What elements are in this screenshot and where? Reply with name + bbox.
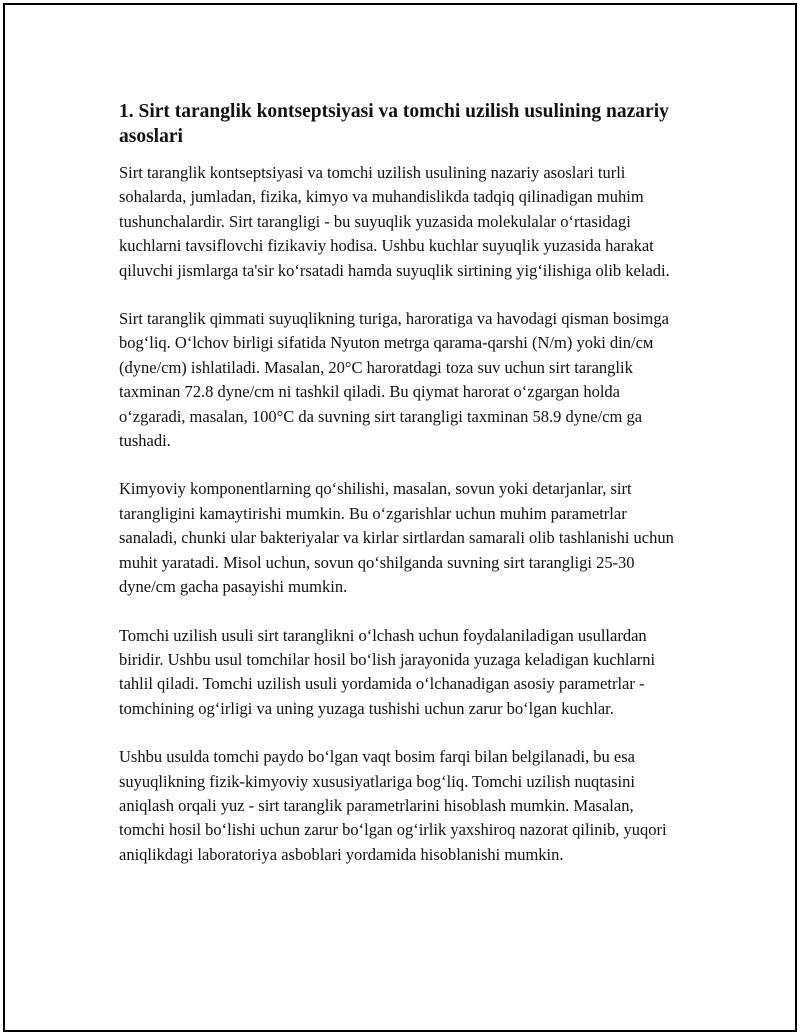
document-body (119, 99, 679, 891)
paragraph-5: Ushbu usulda tomchi paydo bo‘lgan vaqt bosim farqi bilan belgilanadi, bu esa suyuqlikning fizik-kimyoviy xususiyatlariga bog‘liq. Tomchi uzilish nuqtasini aniqlash orqali yuz - sirt taranglik parametrlarini hisoblash mumkin. Masalan, tomchi hosil bo‘lishi uchun zarur bo‘lgan og‘irlik yaxshiroq nazorat qilinib, yuqori aniqlikdagi laboratoriya asboblari yordamida hisoblanishi mumkin. (119, 747, 667, 864)
paragraph-2: Sirt taranglik qimmati suyuqlikning turiga, haroratiga va havodagi qisman bosimga bog‘liq. O‘lchov birligi sifatida Nyuton metrga qarama-qarshi (N/m) yoki din/см (dyne/cm) ishlatiladi. Masalan, 20°C haroratdagi toza suv uchun sirt taranglik taxminan 72.8 dyne/cm ni tashkil qiladi. Bu qiymat harorat o‘zgargan holda o‘zgaradi, masalan, 100°C da suvning sirt tarangligi taxminan 58.9 dyne/cm ga tushadi. (119, 309, 669, 451)
document-page (3, 3, 797, 1032)
paragraph-4: Tomchi uzilish usuli sirt taranglikni o‘lchash uchun foydalaniladigan usullardan biridir. Ushbu usul tomchilar hosil bo‘lish jarayonida yuzaga keladigan kuchlarni tahlil qiladi. Tomchi uzilish usuli yordamida o‘lchanadigan asosiy parametrlar - tomchining og‘irligi va uning yuzaga tushishi uchun zarur bo‘lgan kuchlar. (119, 625, 656, 718)
section-heading: 1. Sirt taranglik kontseptsiyasi va tomchi uzilish usulining nazariy asoslari (119, 101, 669, 147)
paragraph-3: Kimyoviy komponentlarning qo‘shilishi, masalan, sovun yoki detarjanlar, sirt tarangligini kamaytirishi mumkin. Bu o‘zgarishlar uchun muhim parametrlar sanaladi, chunki ular bakteriyalar va kirlar sirtlardan samarali olib tashlanishi uchun muhit yaratadi. Misol uchun, sovun qo‘shilganda suvning sirt tarangligi 25-30 dyne/cm gacha pasayishi mumkin. (119, 479, 674, 597)
paragraph-1: Sirt taranglik kontseptsiyasi va tomchi uzilish usulining nazariy asoslari turli sohalarda, jumladan, fizika, kimyo va muhandislikda tadqiq qilinadigan muhim tushunchalardir. Sirt tarangligi - bu suyuqlik yuzasida molekulalar o‘rtasidagi kuchlarni tavsiflovchi fizikaviy hodisa. Ushbu kuchlar suyuqlik yuzasida harakat qiluvchi jismlarga ta'sir ko‘rsatadi hamda suyuqlik sirtining yig‘ilishiga olib keladi. (119, 163, 670, 280)
